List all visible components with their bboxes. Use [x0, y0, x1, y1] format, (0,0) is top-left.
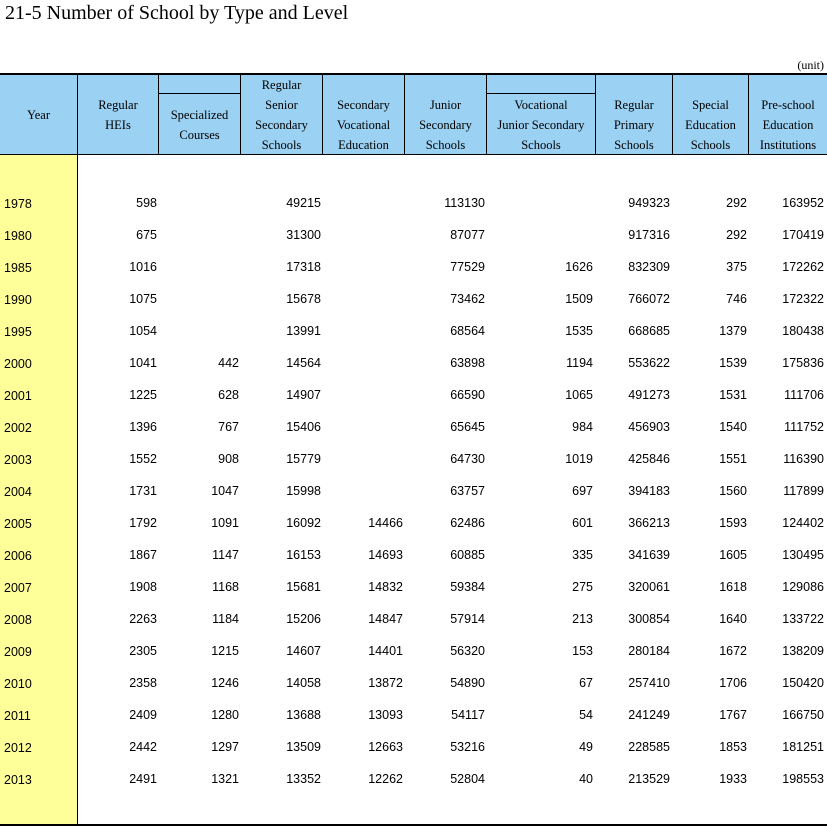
table-row	[0, 315, 827, 347]
value-cell: 77529	[450, 260, 485, 274]
unit-label: (unit)	[797, 58, 824, 72]
value-cell: 64730	[450, 452, 485, 466]
value-cell: 13093	[368, 708, 403, 722]
value-cell: 13509	[286, 740, 321, 754]
value-cell: 1194	[566, 356, 593, 370]
year-cell: 2000	[4, 357, 32, 371]
value-cell: 2442	[129, 740, 157, 754]
value-cell: 2409	[129, 708, 157, 722]
value-cell: 12663	[368, 740, 403, 754]
year-cell: 1995	[4, 325, 32, 339]
header-regular-senior-secondary: Regular Senior Secondary Schools	[241, 75, 323, 154]
year-cell: 2004	[4, 485, 32, 499]
value-cell: 1147	[212, 548, 239, 562]
value-cell: 1593	[719, 516, 747, 530]
value-cell: 1016	[129, 260, 157, 274]
value-cell: 1184	[212, 612, 239, 626]
value-cell: 15206	[286, 612, 321, 626]
value-cell: 1535	[565, 324, 593, 338]
value-cell: 442	[218, 356, 239, 370]
value-cell: 153	[572, 644, 593, 658]
value-cell: 52804	[450, 772, 485, 786]
value-cell: 66590	[450, 388, 485, 402]
year-cell: 1978	[4, 197, 32, 211]
value-cell: 73462	[450, 292, 485, 306]
value-cell: 1933	[719, 772, 747, 786]
value-cell: 166750	[782, 708, 824, 722]
value-cell: 54	[579, 708, 593, 722]
table-row	[0, 219, 827, 251]
year-cell: 2013	[4, 773, 32, 787]
table-row	[0, 251, 827, 283]
value-cell: 62486	[450, 516, 485, 530]
table-row	[0, 731, 827, 763]
value-cell: 65645	[450, 420, 485, 434]
value-cell: 56320	[450, 644, 485, 658]
value-cell: 335	[572, 548, 593, 562]
value-cell: 14832	[368, 580, 403, 594]
value-cell: 49	[579, 740, 593, 754]
value-cell: 1019	[565, 452, 593, 466]
value-cell: 1225	[129, 388, 157, 402]
year-cell: 2008	[4, 613, 32, 627]
value-cell: 908	[218, 452, 239, 466]
value-cell: 766072	[628, 292, 670, 306]
value-cell: 13688	[286, 708, 321, 722]
value-cell: 54890	[450, 676, 485, 690]
bottom-rule	[0, 824, 827, 826]
value-cell: 1396	[129, 420, 157, 434]
value-cell: 984	[572, 420, 593, 434]
value-cell: 13352	[286, 772, 321, 786]
value-cell: 15998	[286, 484, 321, 498]
value-cell: 1605	[719, 548, 747, 562]
value-cell: 14693	[368, 548, 403, 562]
table-row	[0, 475, 827, 507]
year-cell: 1990	[4, 293, 32, 307]
value-cell: 598	[136, 196, 157, 210]
year-cell: 1985	[4, 261, 32, 275]
value-cell: 63757	[450, 484, 485, 498]
value-cell: 341639	[628, 548, 670, 562]
value-cell: 1215	[211, 644, 239, 658]
value-cell: 2358	[129, 676, 157, 690]
value-cell: 14466	[368, 516, 403, 530]
value-cell: 31300	[286, 228, 321, 242]
value-cell: 180438	[782, 324, 824, 338]
header-junior-secondary: Junior Secondary Schools	[405, 75, 487, 154]
value-cell: 213	[572, 612, 593, 626]
value-cell: 1552	[129, 452, 157, 466]
value-cell: 16153	[286, 548, 321, 562]
value-cell: 15678	[286, 292, 321, 306]
value-cell: 257410	[628, 676, 670, 690]
value-cell: 1551	[719, 452, 747, 466]
value-cell: 628	[218, 388, 239, 402]
value-cell: 366213	[628, 516, 670, 530]
value-cell: 675	[136, 228, 157, 242]
table-row	[0, 635, 827, 667]
header-regular-primary: Regular Primary Schools	[596, 75, 673, 154]
table-row	[0, 539, 827, 571]
value-cell: 13872	[368, 676, 403, 690]
year-cell: 2005	[4, 517, 32, 531]
value-cell: 60885	[450, 548, 485, 562]
value-cell: 117899	[783, 484, 824, 498]
value-cell: 14058	[286, 676, 321, 690]
value-cell: 14401	[368, 644, 403, 658]
table-row	[0, 699, 827, 731]
header-specialized-courses: Specialized Courses	[159, 75, 241, 154]
value-cell: 832309	[628, 260, 670, 274]
value-cell: 375	[726, 260, 747, 274]
year-cell: 1980	[4, 229, 32, 243]
value-cell: 1853	[719, 740, 747, 754]
value-cell: 1075	[129, 292, 157, 306]
year-cell: 2007	[4, 581, 32, 595]
value-cell: 1731	[129, 484, 157, 498]
value-cell: 1618	[719, 580, 747, 594]
value-cell: 111706	[784, 388, 824, 402]
value-cell: 1626	[565, 260, 593, 274]
value-cell: 68564	[450, 324, 485, 338]
table-row	[0, 443, 827, 475]
value-cell: 275	[572, 580, 593, 594]
value-cell: 1539	[719, 356, 747, 370]
value-cell: 491273	[628, 388, 670, 402]
value-cell: 1531	[719, 388, 747, 402]
table-row	[0, 507, 827, 539]
year-cell: 2002	[4, 421, 32, 435]
value-cell: 1560	[719, 484, 747, 498]
value-cell: 15779	[286, 452, 321, 466]
value-cell: 1041	[129, 356, 157, 370]
table-body	[0, 187, 827, 795]
value-cell: 14907	[286, 388, 321, 402]
table-row	[0, 763, 827, 795]
value-cell: 14564	[286, 356, 321, 370]
value-cell: 124402	[782, 516, 824, 530]
value-cell: 1297	[211, 740, 239, 754]
value-cell: 198553	[782, 772, 824, 786]
value-cell: 116390	[783, 452, 824, 466]
value-cell: 16092	[286, 516, 321, 530]
table-row	[0, 187, 827, 219]
value-cell: 292	[726, 228, 747, 242]
value-cell: 320061	[628, 580, 670, 594]
value-cell: 1054	[129, 324, 157, 338]
year-cell: 2003	[4, 453, 32, 467]
value-cell: 1672	[719, 644, 747, 658]
value-cell: 394183	[628, 484, 670, 498]
value-cell: 53216	[450, 740, 485, 754]
value-cell: 2263	[129, 612, 157, 626]
header-vocational-junior-secondary: Vocational Junior Secondary Schools	[487, 75, 596, 154]
value-cell: 15681	[286, 580, 321, 594]
value-cell: 130495	[782, 548, 824, 562]
value-cell: 1706	[719, 676, 747, 690]
value-cell: 1091	[211, 516, 239, 530]
value-cell: 129086	[782, 580, 824, 594]
value-cell: 1065	[565, 388, 593, 402]
value-cell: 63898	[450, 356, 485, 370]
value-cell: 2491	[129, 772, 157, 786]
value-cell: 163952	[782, 196, 824, 210]
value-cell: 40	[579, 772, 593, 786]
value-cell: 1321	[211, 772, 239, 786]
header-year: Year	[0, 75, 78, 154]
value-cell: 1767	[719, 708, 747, 722]
value-cell: 1792	[129, 516, 157, 530]
value-cell: 12262	[368, 772, 403, 786]
value-cell: 668685	[628, 324, 670, 338]
value-cell: 111752	[784, 420, 824, 434]
value-cell: 425846	[628, 452, 670, 466]
page-title: 21-5 Number of School by Type and Level	[5, 2, 349, 24]
year-cell: 2010	[4, 677, 32, 691]
value-cell: 213529	[628, 772, 670, 786]
value-cell: 1246	[211, 676, 239, 690]
value-cell: 17318	[286, 260, 321, 274]
value-cell: 172322	[782, 292, 824, 306]
value-cell: 1280	[211, 708, 239, 722]
year-cell: 2009	[4, 645, 32, 659]
value-cell: 1047	[211, 484, 239, 498]
table-row	[0, 411, 827, 443]
school-count-table	[0, 73, 827, 826]
value-cell: 138209	[782, 644, 824, 658]
value-cell: 59384	[450, 580, 485, 594]
value-cell: 15406	[286, 420, 321, 434]
value-cell: 54117	[451, 708, 485, 722]
value-cell: 172262	[782, 260, 824, 274]
value-cell: 767	[218, 420, 239, 434]
value-cell: 13991	[286, 324, 321, 338]
value-cell: 601	[572, 516, 593, 530]
value-cell: 917316	[628, 228, 670, 242]
header-special-education: Special Education Schools	[673, 75, 749, 154]
value-cell: 181251	[782, 740, 824, 754]
header-preschool: Pre-school Education Institutions	[759, 97, 817, 152]
value-cell: 170419	[782, 228, 824, 242]
table-row	[0, 347, 827, 379]
year-cell: 2012	[4, 741, 32, 755]
value-cell: 150420	[782, 676, 824, 690]
value-cell: 133722	[782, 612, 824, 626]
value-cell: 1908	[129, 580, 157, 594]
table-row	[0, 379, 827, 411]
table-row	[0, 571, 827, 603]
value-cell: 57914	[450, 612, 485, 626]
value-cell: 175836	[782, 356, 824, 370]
year-cell: 2006	[4, 549, 32, 563]
year-cell: 2011	[4, 709, 31, 723]
value-cell: 1540	[719, 420, 747, 434]
value-cell: 300854	[628, 612, 670, 626]
table-header	[0, 75, 827, 155]
value-cell: 949323	[628, 196, 670, 210]
value-cell: 49215	[286, 196, 321, 210]
value-cell: 553622	[628, 356, 670, 370]
value-cell: 1509	[565, 292, 593, 306]
table-row	[0, 667, 827, 699]
header-regular-heis: Regular HEIs	[78, 75, 159, 154]
value-cell: 87077	[450, 228, 485, 242]
value-cell: 697	[572, 484, 593, 498]
table-row	[0, 283, 827, 315]
value-cell: 14847	[368, 612, 403, 626]
table-row	[0, 603, 827, 635]
value-cell: 113130	[444, 196, 485, 210]
value-cell: 2305	[129, 644, 157, 658]
value-cell: 14607	[286, 644, 321, 658]
value-cell: 1867	[129, 548, 157, 562]
value-cell: 280184	[628, 644, 670, 658]
value-cell: 1379	[719, 324, 747, 338]
header-secondary-vocational: Secondary Vocational Education	[323, 75, 405, 154]
value-cell: 746	[726, 292, 747, 306]
value-cell: 292	[726, 196, 747, 210]
value-cell: 1640	[719, 612, 747, 626]
year-cell: 2001	[4, 389, 32, 403]
value-cell: 228585	[628, 740, 670, 754]
value-cell: 241249	[628, 708, 670, 722]
value-cell: 67	[579, 676, 593, 690]
value-cell: 1168	[212, 580, 239, 594]
value-cell: 456903	[628, 420, 670, 434]
